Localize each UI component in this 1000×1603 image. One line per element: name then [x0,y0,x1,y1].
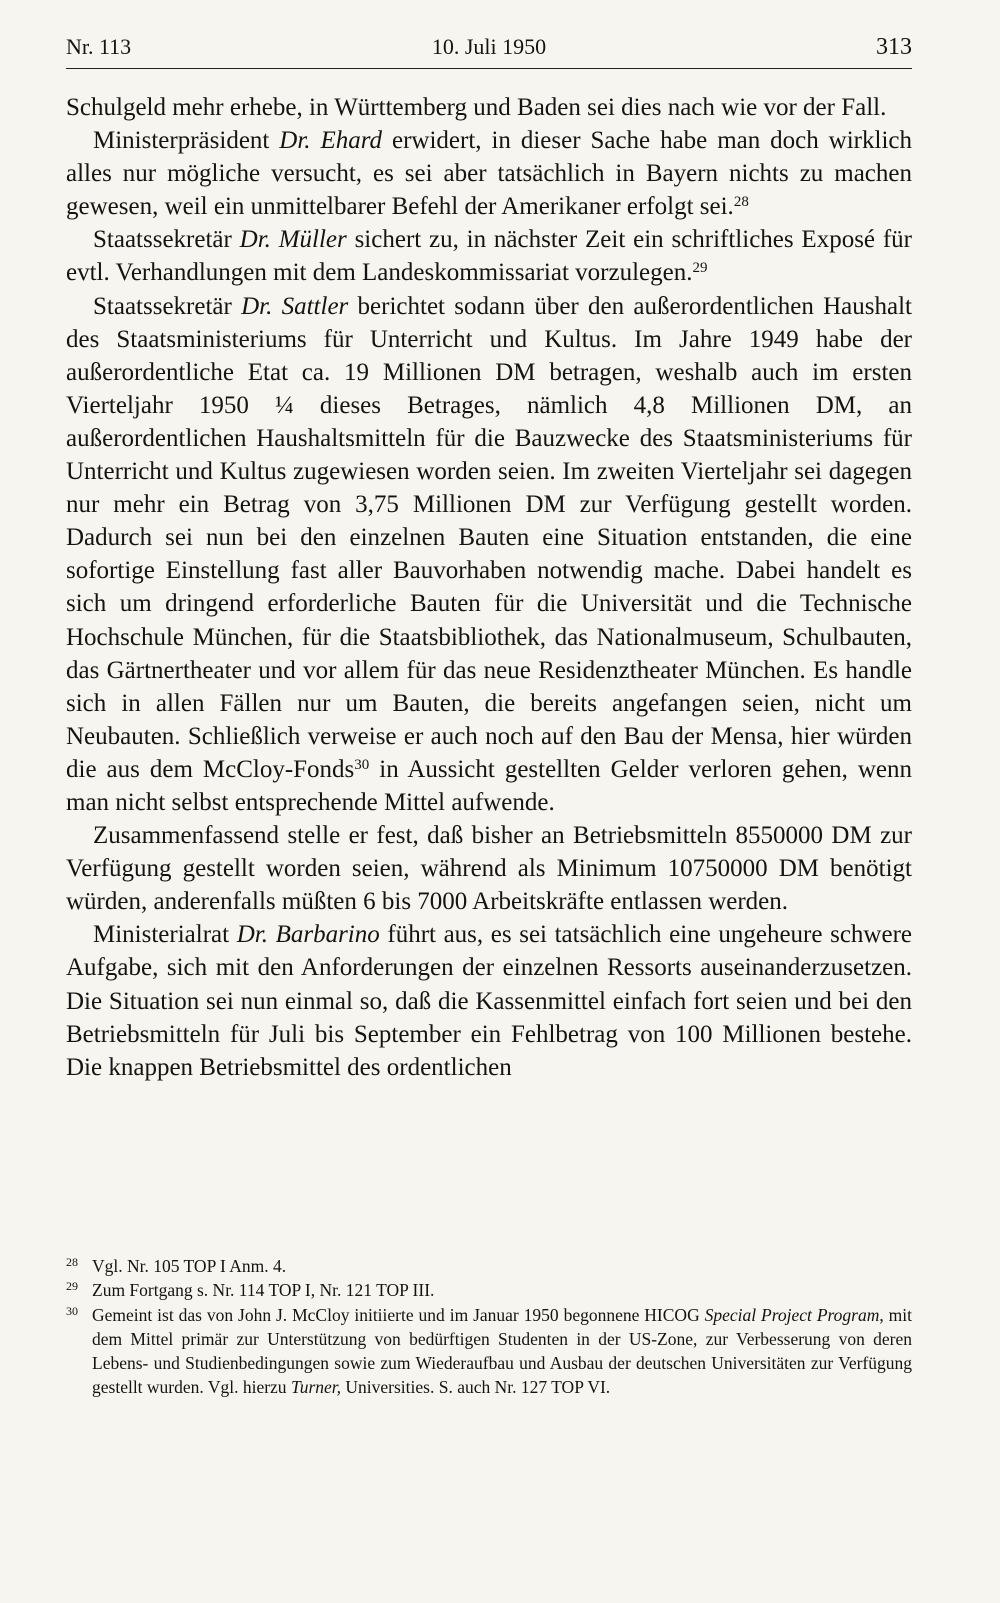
footnote-text [92,1278,912,1302]
text-run: Zum Fortgang s. Nr. 114 TOP I, Nr. 121 TOP III. [92,1280,435,1301]
text-run: Staatssekretär [93,226,240,254]
page-number: 313 [876,34,912,60]
footnote-text [92,1254,912,1278]
text-run: Staatssekretär [93,292,242,320]
footnote-number: 29 [66,1279,78,1294]
footnote-reference: 30 [354,756,370,773]
emphasized-text: Special Project Program [704,1304,880,1325]
document-number: Nr. 113 [66,34,132,59]
text-run: , mit dem Mittel primär zur Unterstützung von bedürftigen Studenten in der US-Zone, zur Verbesserung von deren Lebens- und Studienbedingungen sowie zum Wiederaufbau und Ausbau der deutschen Universitäten zur Verfügung gestellt wurden. Vgl. hierzu [92,1304,912,1398]
paragraph [66,290,912,820]
text-run: Ministerpräsident [93,127,280,155]
page-header [66,30,912,64]
footnotes [66,1254,912,1400]
emphasized-text: Dr. Barbarino [236,921,380,949]
paragraph [66,918,912,1083]
header-rule [66,68,912,69]
text-run: erwidert, in dieser Sache habe man doch wirklich alles nur mögliche versucht, es sei aber tatsächlich in Bayern nichts zu machen gewesen, weil ein unmittelbarer Befehl der Amerikaner erfolgt sei. [66,127,913,221]
text-run: Vgl. Nr. 105 TOP I Anm. 4. [92,1256,287,1276]
main-text [66,91,912,1084]
paragraph [66,91,912,124]
text-run: Schulgeld mehr erhebe, in Württemberg und Baden sei dies nach wie vor der Fall. [66,94,887,121]
footnote [66,1278,912,1302]
text-run: sichert zu, in nächster Zeit ein schriftliches Exposé für evtl. Verhandlungen mit dem Landeskommissariat vorzulegen. [66,226,912,287]
paragraph [66,124,912,223]
emphasized-text: Turner, [290,1377,342,1398]
footnote-number: 28 [66,1255,78,1269]
footnote-reference: 28 [733,194,749,211]
emphasized-text: Dr. Sattler [241,292,349,320]
footnote-number: 30 [66,1303,78,1318]
text-run: Universities. S. auch Nr. 127 TOP VI. [341,1377,611,1398]
paragraph [66,223,912,289]
emphasized-text: Dr. Ehard [279,127,383,155]
footnote-text [92,1303,912,1400]
text-run: berichtet sodann über den außerordentlichen Haushalt des Staatsministeriums für Unterricht und Kultus. Im Jahre 1949 habe der außerordentliche Etat ca. 19 Millionen DM betragen, weshalb auch im ersten Vierteljahr 1950 ¼ dieses Betrages, nämlich 4,8 Millionen DM, an außerordentlichen Haushaltsmitteln für die Bauzwecke des Staatsministeriums für Unterricht und Kultus zugewiesen worden seien. Im zweiten Vierteljahr sei dagegen nur mehr ein Betrag von 3,75 Millionen DM zur Verfügung gestellt worden. Dadurch sei nun bei den einzelnen Bauten eine Situation entstanden, die eine sofortige Einstellung fast aller Bauvorhaben notwendig mache. Dabei handelt es sich um dringend erforderliche Bauten für die Universität und die Technische Hochschule München, für die Staatsbibliothek, das Nationalmuseum, Schulbauten, das Gärtnertheater und vor allem für das neue Residenztheater München. Es handle sich in allen Fällen nur um Bauten, die bereits angefangen seien, nicht um Neubauten. Schließlich verweise er auch noch auf den Bau der Mensa, hier würden die aus dem McCloy-Fonds [66,292,912,783]
text-run: Zusammenfassend stelle er fest, daß bisher an Betriebsmitteln 8550000 DM zur Verfügung gestellt worden seien, während als Minimum 10750000 DM benötigt würden, anderenfalls müßten 6 bis 7000 Arbeitskräfte entlassen werden. [66,822,912,916]
document-date: 10. Juli 1950 [431,34,547,59]
text-run: Ministerialrat [93,921,237,949]
footnote [66,1303,912,1400]
footnote [66,1254,912,1278]
paragraph [66,819,912,918]
text-run: führt aus, es sei tatsächlich eine ungeheure schwere Aufgabe, sich mit den Anforderungen der einzelnen Ressorts auseinanderzusetzen. Die Situation sei nun einmal so, daß die Kassenmittel einfach fort seien und bei den Betriebsmitteln für Juli bis September ein Fehlbetrag von 100 Millionen bestehe. Die knappen Betriebsmittel des ordentlichen [66,921,912,1081]
footnote-reference: 29 [692,260,708,277]
text-run: in Aussicht gestellten Gelder verloren gehen, wenn man nicht selbst entsprechende Mittel aufwende. [66,755,912,816]
text-run: Gemeint ist das von John J. McCloy initiierte und im Januar 1950 begonnene HICOG [92,1304,705,1325]
emphasized-text: Dr. Müller [239,226,347,254]
